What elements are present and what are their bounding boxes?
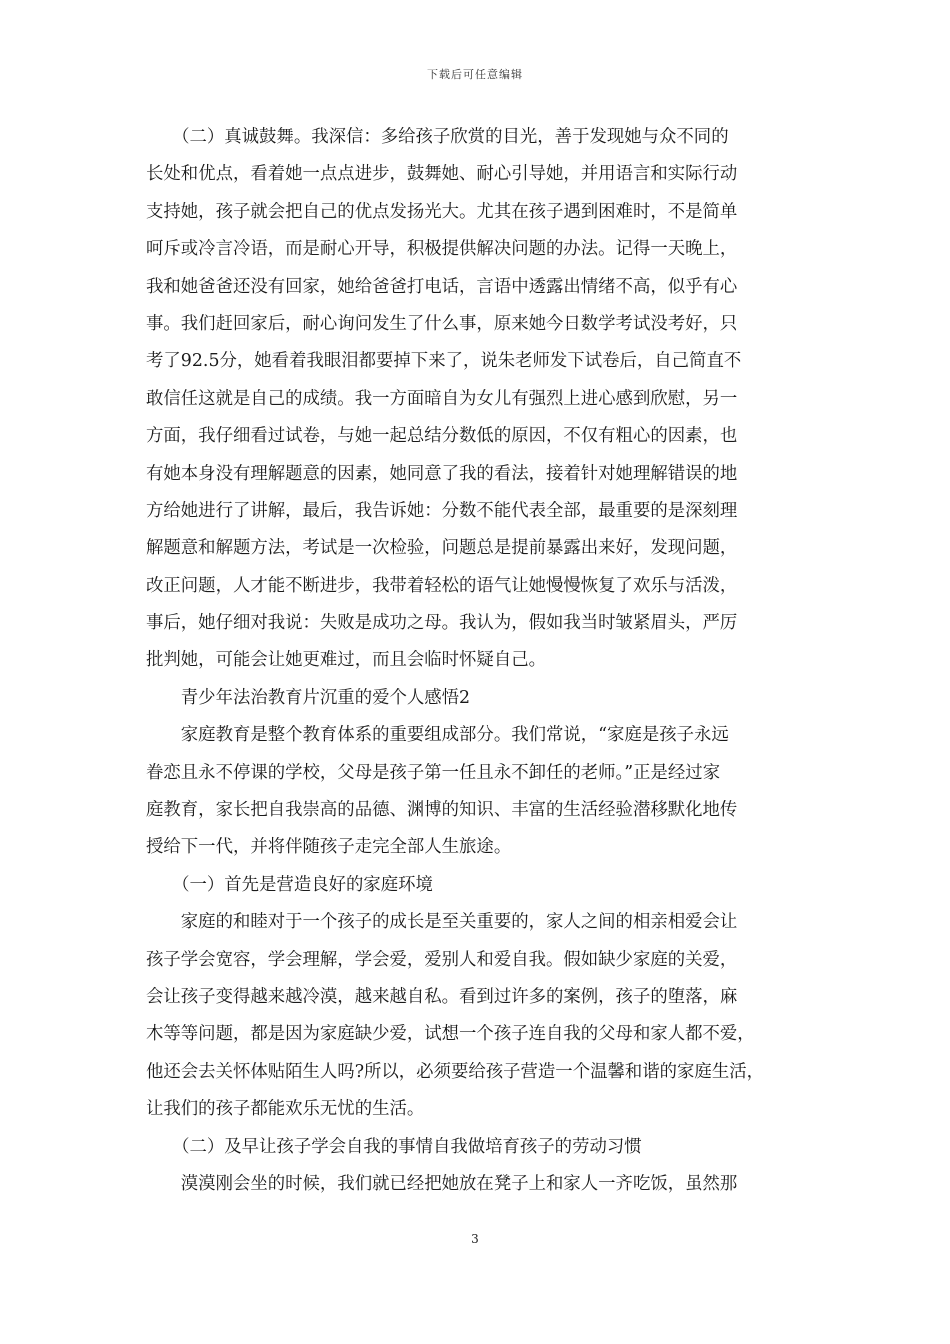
text-line: 庭教育，家长把自我崇高的品德、渊博的知识、丰富的生活经验潜移默化地传 (146, 800, 738, 821)
document-body (146, 119, 806, 1203)
subsection-heading: （二）及早让孩子学会自我的事情自我做培育孩子的劳动习惯 (146, 1136, 642, 1157)
text-line: 考了92.5分，她看着我眼泪都要掉下来了，说朱老师发下试卷后，自己简直不 (146, 351, 742, 372)
subsection-heading: （一）首先是营造良好的家庭环境 (146, 874, 433, 895)
text-line: 眷恋且永不停课的学校，父母是孩子第一任且永不卸任的老师。”正是经过家 (146, 762, 721, 783)
text-line: 方给她进行了讲解，最后，我告诉她：分数不能代表全部，最重要的是深刻理 (146, 500, 738, 521)
text-line: 木等等问题，都是因为家庭缺少爱，试想一个孩子连自我的父母和家人都不爱， (146, 1024, 755, 1045)
page-header: 下载后可任意编辑 (427, 68, 523, 81)
page-number: 3 (471, 1232, 479, 1246)
section-heading: 青少年法治教育片沉重的爱个人感悟2 (146, 687, 471, 708)
text-line: 改正问题，人才能不断进步，我带着轻松的语气让她慢慢恢复了欢乐与活泼， (146, 575, 738, 596)
text-line: 事。我们赶回家后，耐心询问发生了什么事，原来她今日数学考试没考好，只 (146, 313, 738, 334)
text-line: 呵斥或冷言冷语，而是耐心开导，积极提供解决问题的办法。记得一天晚上， (146, 239, 738, 260)
text-line: 长处和优点，看着她一点点进步，鼓舞她、耐心引导她，并用语言和实际行动 (146, 164, 738, 185)
text-line: 批判她，可能会让她更难过，而且会临时怀疑自己。 (146, 650, 546, 671)
text-line: （二）真诚鼓舞。我深信：多给孩子欣赏的目光，善于发现她与众不同的 (146, 127, 729, 147)
text-line: 家庭的和睦对于一个孩子的成长是至关重要的，家人之间的相亲相爱会让 (146, 912, 738, 933)
text-line: 有她本身没有理解题意的因素，她同意了我的看法，接着针对她理解错误的地 (146, 463, 738, 484)
text-line: 漠漠刚会坐的时候，我们就已经把她放在凳子上和家人一齐吃饭，虽然那 (146, 1173, 738, 1194)
text-line: 敢信任这就是自己的成绩。我一方面暗自为女儿有强烈上进心感到欣慰，另一 (146, 388, 738, 409)
text-line: 我和她爸爸还没有回家，她给爸爸打电话，言语中透露出情绪不高，似乎有心 (146, 276, 738, 297)
text-line: 家庭教育是整个教育体系的重要组成部分。我们常说，“家庭是孩子永远 (146, 725, 729, 746)
text-line: 他还会去关怀体贴陌生人吗?所以，必须要给孩子营造一个温馨和谐的家庭生活， (146, 1061, 764, 1082)
text-line: 方面，我仔细看过试卷，与她一起总结分数低的原因，不仅有粗心的因素，也 (146, 426, 738, 447)
text-line: 支持她，孩子就会把自己的优点发扬光大。尤其在孩子遇到困难时，不是简单 (146, 201, 738, 222)
text-line: 事后，她仔细对我说：失败是成功之母。我认为，假如我当时皱紧眉头，严厉 (146, 613, 738, 634)
text-line: 授给下一代，并将伴随孩子走完全部人生旅途。 (146, 837, 512, 858)
text-line: 让我们的孩子都能欢乐无忧的生活。 (146, 1099, 425, 1120)
text-line: 解题意和解题方法，考试是一次检验，问题总是提前暴露出来好，发现问题， (146, 538, 738, 559)
text-line: 孩子学会宽容，学会理解，学会爱，爱别人和爱自我。假如缺少家庭的关爱， (146, 949, 738, 970)
text-line: 会让孩子变得越来越冷漠，越来越自私。看到过许多的案例，孩子的堕落，麻 (146, 986, 738, 1007)
